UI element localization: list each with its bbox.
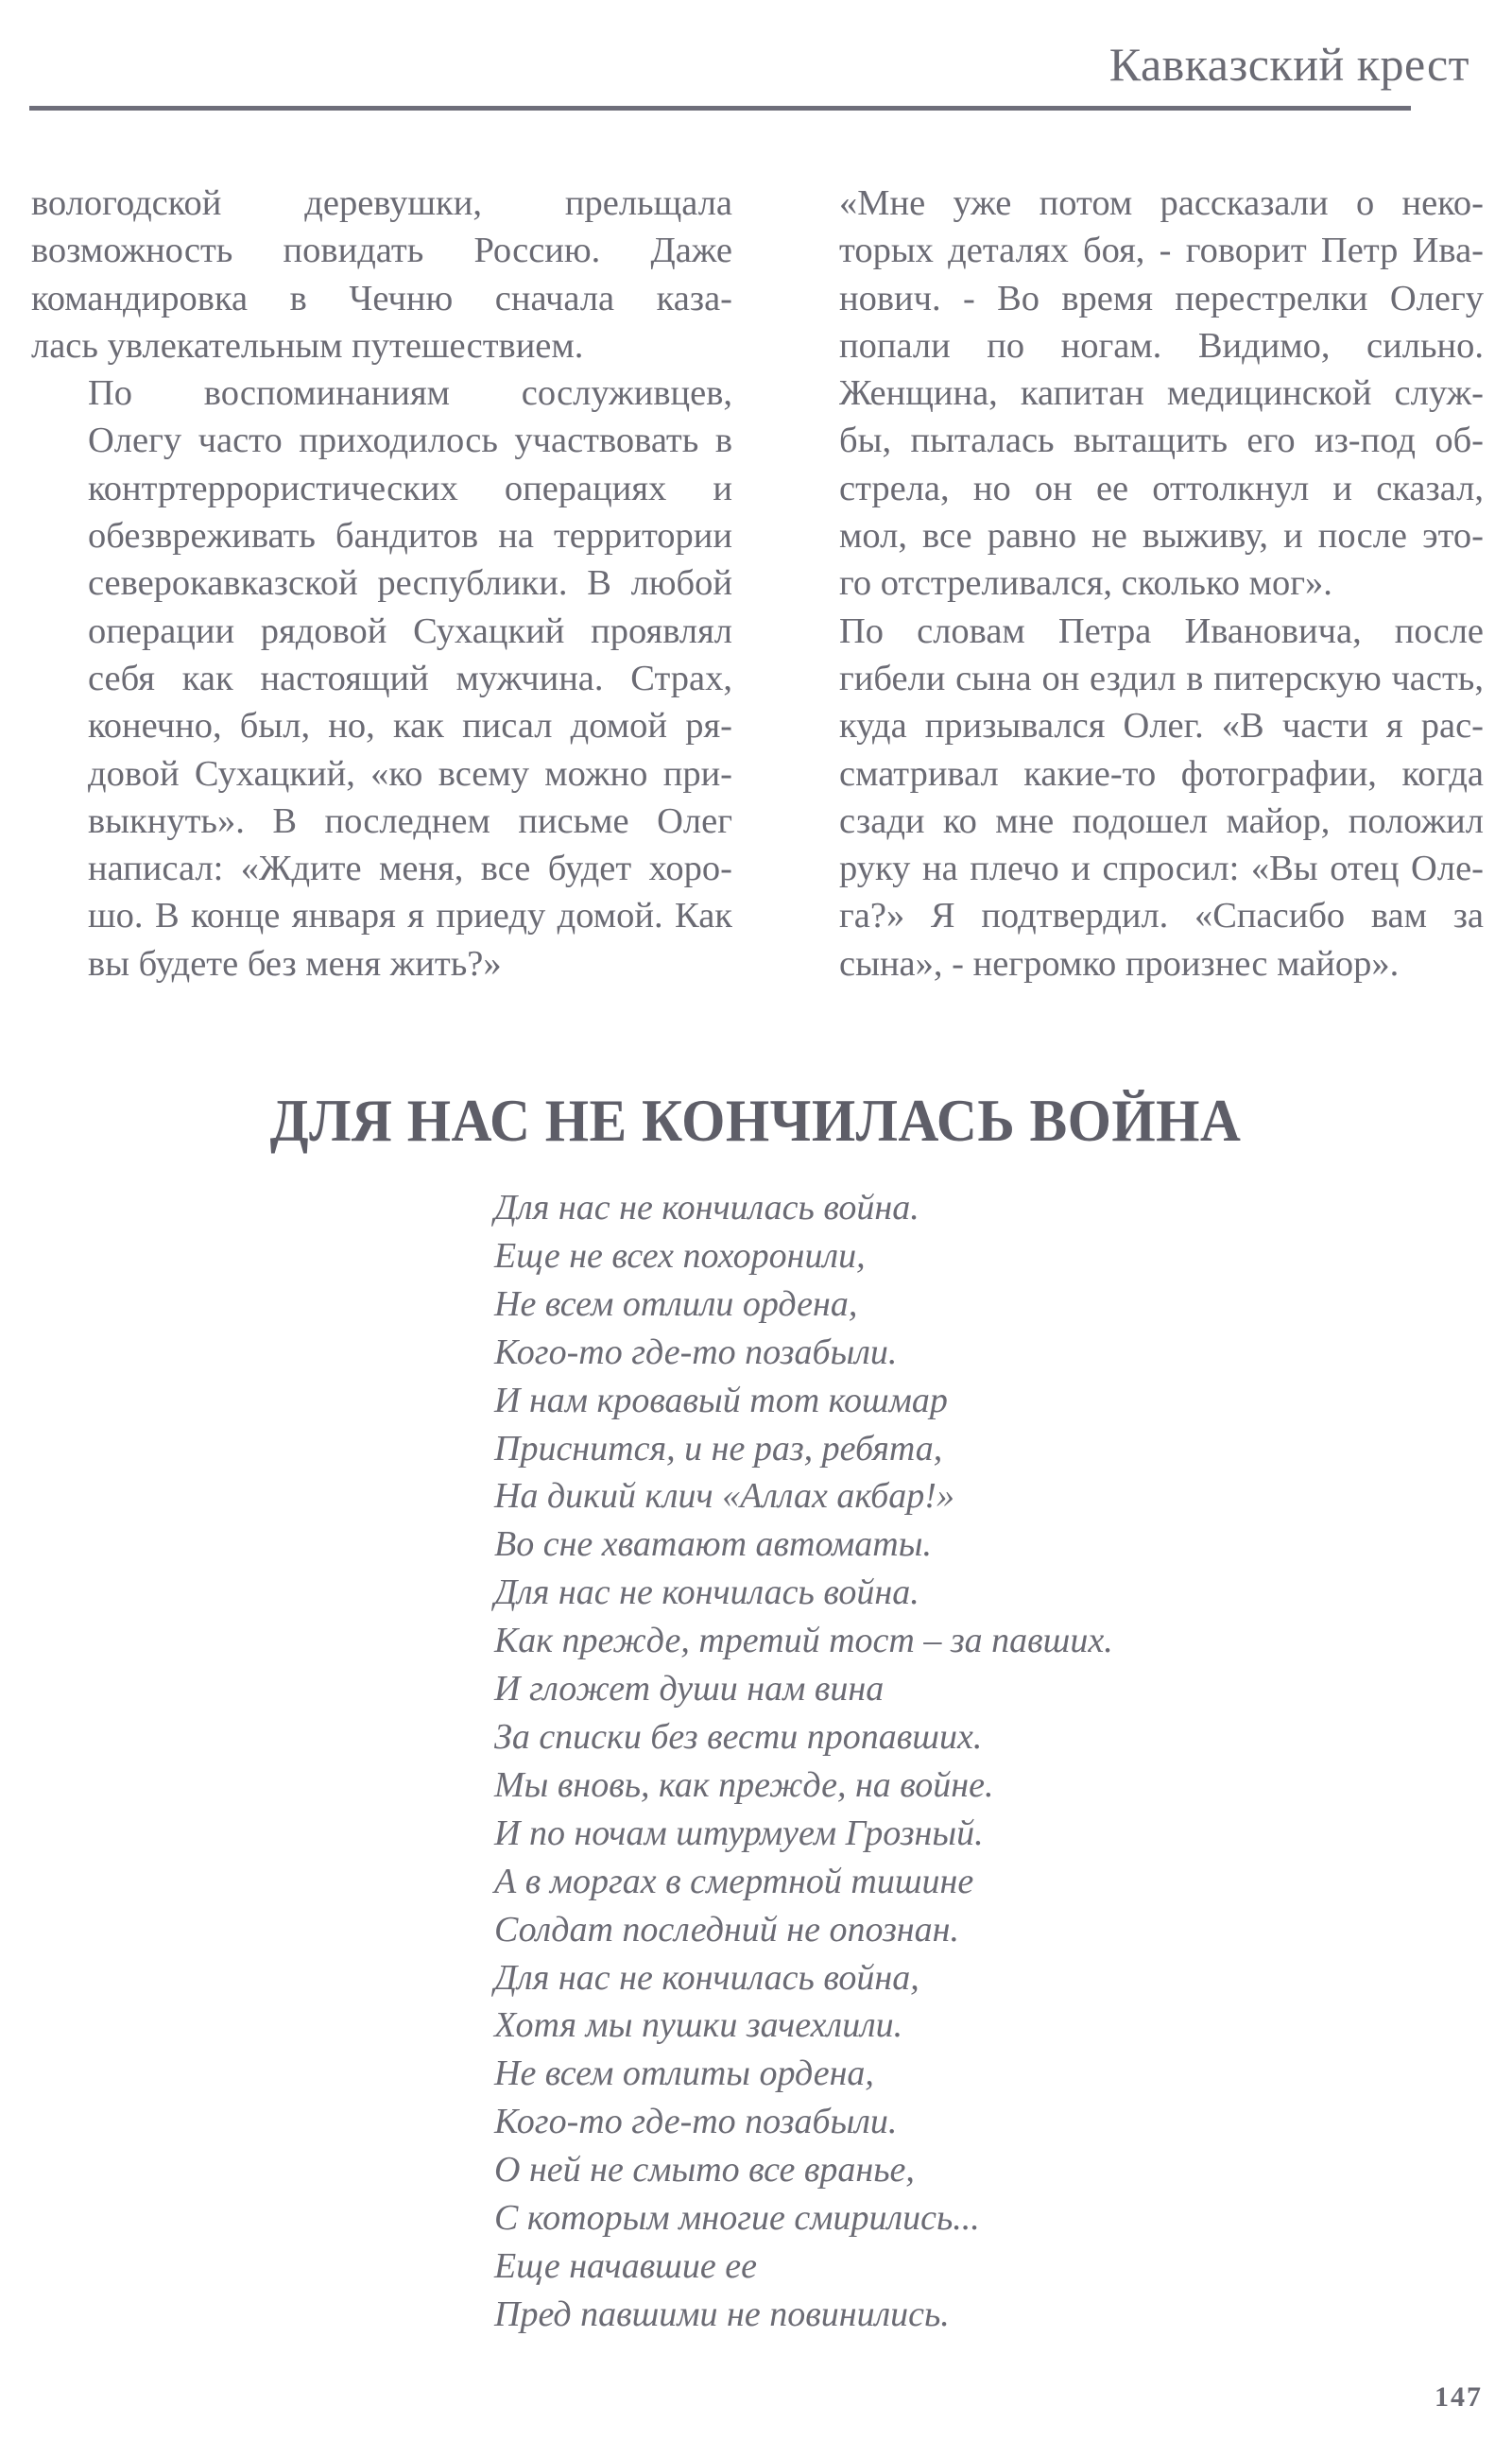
text-line: мол, все равно не выживу, и после это- bbox=[839, 516, 1484, 557]
poem-line: Кого-то где-то позабыли. bbox=[494, 1332, 898, 1372]
text-line: себя как настоящий мужчина. Страх, bbox=[88, 658, 732, 698]
text-line: куда призывался Олег. «В части я рас- bbox=[839, 706, 1484, 747]
text-line: Женщина, капитан медицинской служ- bbox=[839, 373, 1484, 414]
poem-line: Приснится, и не раз, ребята, bbox=[494, 1428, 943, 1469]
page-number: 147 bbox=[1435, 2381, 1483, 2413]
poem-line: А в моргах в смертной тишине bbox=[494, 1861, 974, 1901]
poem-line: И нам кровавый тот кошмар bbox=[494, 1380, 948, 1420]
poem-line: Не всем отлиты ордена, bbox=[494, 2053, 874, 2094]
poem-line: Солдат последний не опознан. bbox=[494, 1909, 960, 1950]
poem-line: О ней не смыто все вранье, bbox=[494, 2150, 915, 2191]
running-title: Кавказский крест bbox=[1108, 38, 1469, 91]
text-line: Олегу часто приходилось участвовать в bbox=[88, 421, 732, 461]
text-line: шо. В конце января я приеду домой. Как bbox=[88, 896, 732, 936]
text-line: обезвреживать бандитов на территории bbox=[88, 516, 732, 557]
poem-line: За списки без вести пропавших. bbox=[494, 1716, 983, 1757]
text-line: контртеррористических операциях и bbox=[88, 468, 732, 508]
text-line: руку на плечо и спросил: «Вы отец Оле- bbox=[839, 849, 1484, 889]
poem-body bbox=[494, 1184, 1113, 2339]
text-line: конечно, был, но, как писал домой ря- bbox=[88, 706, 732, 747]
paragraph bbox=[782, 180, 1484, 608]
poem-line: Для нас не кончилась война, bbox=[494, 1957, 919, 1998]
text-line: сына», - негромко произнес майор». bbox=[839, 943, 1400, 984]
text-line: сматривал какие-то фотографии, когда bbox=[839, 753, 1484, 794]
text-line: лась увлекательным путешествием. bbox=[31, 325, 584, 366]
text-line: бы, пыталась вытащить его из-под об- bbox=[839, 421, 1484, 461]
poem-line: Как прежде, третий тост – за павших. bbox=[494, 1621, 1113, 1661]
poem-line: Кого-то где-то позабыли. bbox=[494, 2102, 898, 2142]
text-line: По воспоминаниям сослуживцев, bbox=[88, 373, 732, 414]
text-line: попали по ногам. Видимо, сильно. bbox=[839, 325, 1484, 366]
text-line: нович. - Во время перестрелки Олегу bbox=[839, 278, 1484, 318]
text-line: возможность повидать Россию. Даже bbox=[31, 231, 732, 271]
poem-line: И гложет души нам вина bbox=[494, 1669, 885, 1710]
poem-title bbox=[0, 1087, 1512, 1155]
poem-line: Еще не всех похоронили, bbox=[494, 1235, 866, 1276]
text-line: вы будете без меня жить?» bbox=[88, 943, 502, 984]
text-line: командировка в Чечню сначала каза- bbox=[31, 278, 732, 318]
text-line: торых деталях боя, - говорит Петр Ива- bbox=[839, 231, 1484, 271]
text-line: сзади ко мне подошел майор, положил bbox=[839, 800, 1484, 841]
poem-line: Пред павшими не повинились. bbox=[494, 2294, 950, 2334]
text-line: выкнуть». В последнем письме Олег bbox=[88, 800, 732, 841]
poem-line: Во сне хватают автоматы. bbox=[494, 1524, 932, 1565]
poem-line: Для нас не кончилась война. bbox=[494, 1572, 919, 1613]
article-right-column bbox=[782, 180, 1484, 988]
paragraph bbox=[782, 608, 1484, 988]
text-line: написал: «Ждите меня, все будет хоро- bbox=[88, 849, 732, 889]
poem-line: Для нас не кончилась война. bbox=[494, 1188, 919, 1228]
poem-line: Не всем отлили ордена, bbox=[494, 1283, 858, 1324]
text-line: га?» Я подтвердил. «Спасибо вам за bbox=[839, 896, 1484, 936]
poem-line: С которым многие смирились... bbox=[494, 2198, 980, 2239]
poem-title-text: ДЛЯ НАС НЕ КОНЧИЛАСЬ ВОЙНА bbox=[270, 1087, 1242, 1154]
text-line: стрела, но он ее оттолкнул и сказал, bbox=[839, 468, 1484, 508]
text-line: операции рядовой Сухацкий проявлял bbox=[88, 610, 732, 651]
article-left-column bbox=[31, 180, 732, 988]
poem-line: И по ночам штурмуем Грозный. bbox=[494, 1813, 984, 1853]
header-rule bbox=[29, 106, 1411, 111]
poem-line: Хотя мы пушки зачехлили. bbox=[494, 2005, 903, 2046]
text-line: вологодской деревушки, прельщала bbox=[31, 183, 732, 223]
text-line: го отстреливался, сколько мог». bbox=[839, 563, 1332, 604]
paragraph bbox=[31, 180, 732, 369]
text-line: гибели сына он ездил в питерскую часть, bbox=[839, 658, 1484, 698]
poem-line: На дикий клич «Аллах акбар!» bbox=[494, 1476, 954, 1517]
text-line: довой Сухацкий, «ко всему можно при- bbox=[88, 753, 732, 794]
poem-line: Еще начавшие ее bbox=[494, 2245, 757, 2286]
text-line: По словам Петра Ивановича, после bbox=[839, 610, 1484, 651]
text-line: северокавказской республики. В любой bbox=[88, 563, 732, 604]
text-line: «Мне уже потом рассказали о неко- bbox=[839, 183, 1484, 223]
paragraph bbox=[31, 369, 732, 988]
poem-line: Мы вновь, как прежде, на войне. bbox=[494, 1764, 994, 1805]
